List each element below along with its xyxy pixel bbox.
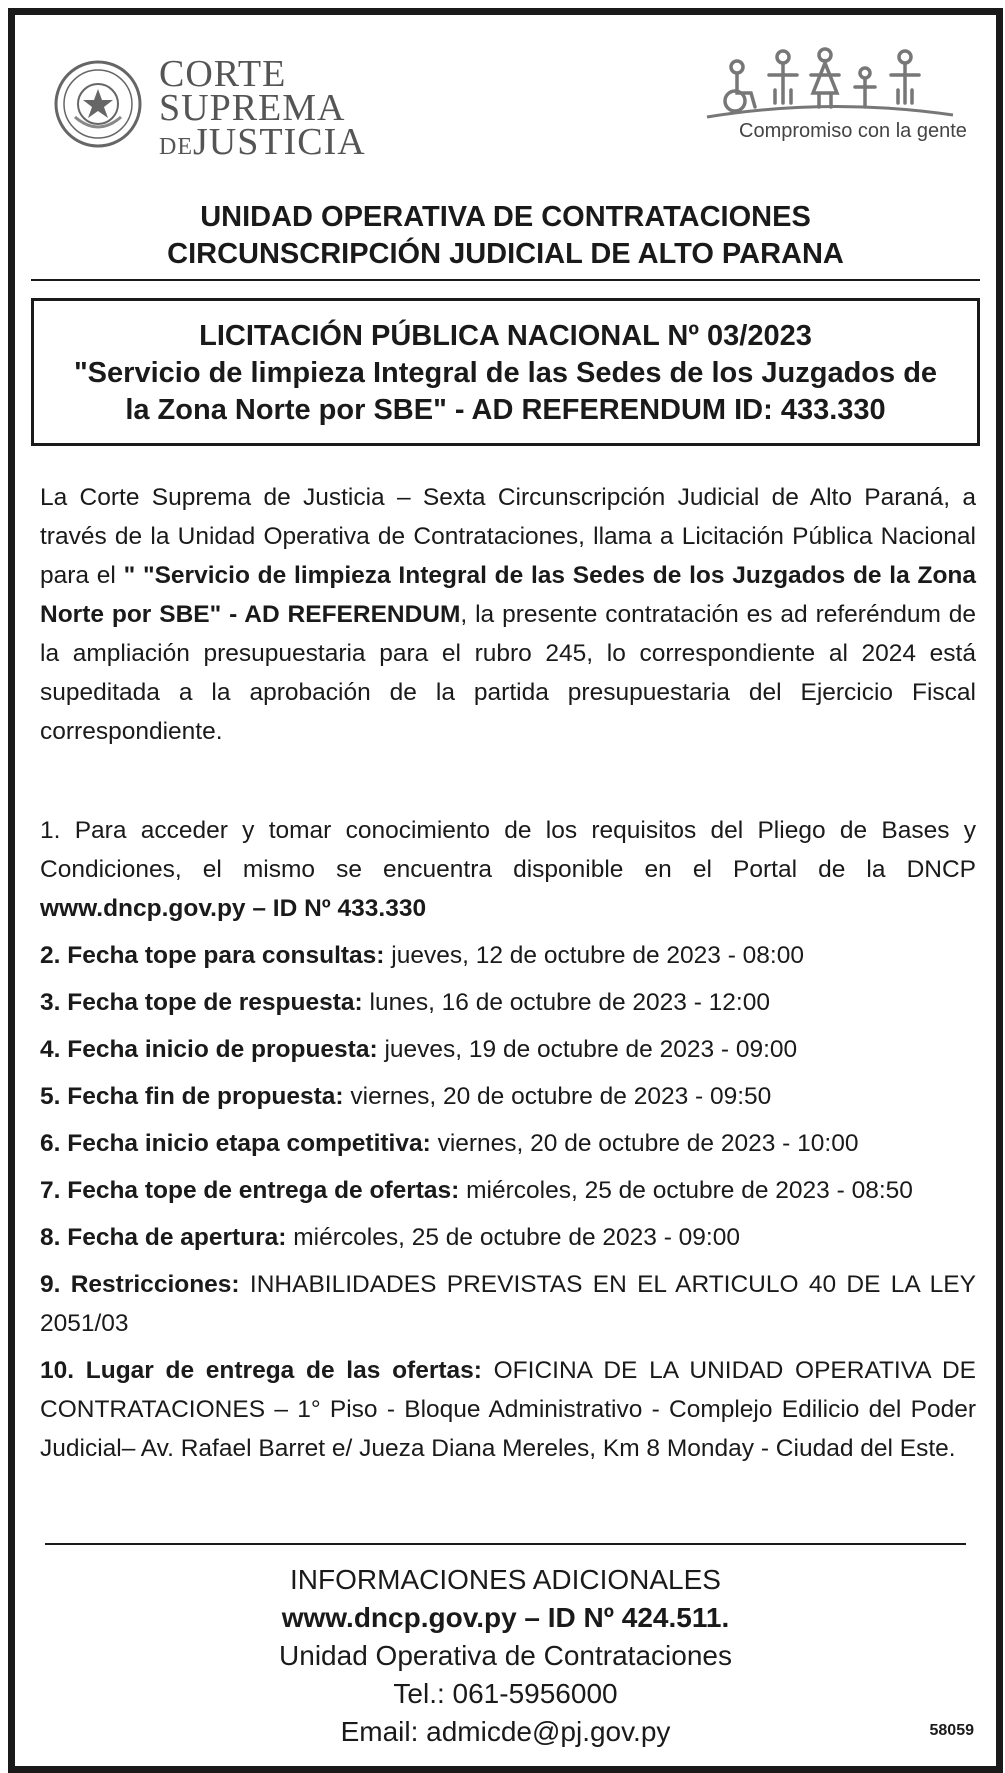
list-item (40, 811, 976, 928)
csj-line-1: CORTE (159, 53, 287, 95)
csj-wordmark (159, 53, 366, 167)
compromiso-tagline: Compromiso con la gente (739, 120, 967, 142)
intro-paragraph (40, 478, 976, 751)
item-text: INHABILIDADES PREVISTAS EN EL ARTICULO 40 DE LA LEY 2051/03 (40, 1271, 976, 1337)
item-label: 5. Fecha fin de propuesta: (40, 1083, 344, 1110)
divider (31, 279, 980, 281)
requirements-list (40, 811, 976, 1476)
additional-info (15, 1561, 996, 1751)
item-text: jueves, 19 de octubre de 2023 - 09:00 (377, 1036, 798, 1063)
intro-text-bold: " "Servicio de limpieza Integral de las Sedes de los Juzgados de la Zona Norte por SBE" - AD REFERENDUM (40, 562, 977, 628)
list-item (40, 1265, 976, 1343)
item-label: 2. Fecha tope para consultas: (40, 942, 385, 969)
intro-text-1: La Corte Suprema de Justicia – Sexta Circunscripción Judicial de Alto Paraná, a través de la Unidad Operativa de Contrataciones, llama a Licitación Pública Nacional para el (40, 484, 976, 589)
list-item (40, 1218, 976, 1257)
csj-line-2: SUPREMA (159, 87, 346, 129)
email-address[interactable]: Email: admicde@pj.gov.py (340, 1716, 671, 1747)
tender-title-line-1: LICITACIÓN PÚBLICA NACIONAL Nº 03/2023 (199, 320, 812, 352)
dncp-link[interactable]: www.dncp.gov.py – ID Nº 424.511. (281, 1602, 730, 1633)
tender-title-line-2: "Servicio de limpieza Integral de las Sedes de los Juzgados de (73, 357, 938, 389)
compromiso-logo (705, 45, 995, 155)
csj-line-3-prefix: DE (159, 134, 193, 160)
unit-title (15, 199, 996, 273)
item-link-text: www.dncp.gov.py – ID Nº 433.330 (40, 895, 427, 922)
national-seal-icon (53, 59, 143, 149)
list-item (40, 1351, 976, 1468)
ad-code: 58059 (929, 1722, 974, 1739)
item-text: 1. Para acceder y tomar conocimiento de los requisitos del Pliego de Bases y Condiciones, el mismo se encuentra disponible en el Portal de la DNCP (40, 817, 976, 883)
tender-title-line-3: la Zona Norte por SBE" - AD REFERENDUM ID: 433.330 (125, 394, 886, 426)
item-label: 3. Fecha tope de respuesta: (40, 989, 363, 1016)
divider (45, 1543, 966, 1545)
item-text: miércoles, 25 de octubre de 2023 - 09:00 (286, 1224, 740, 1251)
item-label: 9. Restricciones: (40, 1271, 240, 1298)
list-item (40, 1077, 976, 1116)
item-text: miércoles, 25 de octubre de 2023 - 08:50 (459, 1177, 913, 1204)
unit-title-line-2: CIRCUNSCRIPCIÓN JUDICIAL DE ALTO PARANA (167, 238, 844, 270)
item-label: 6. Fecha inicio etapa competitiva: (40, 1130, 431, 1157)
item-text: OFICINA DE LA UNIDAD OPERATIVA DE CONTRATACIONES – 1° Piso - Bloque Administrativo - Complejo Edilicio del Poder Judicial– Av. Rafael Barret e/ Jueza Diana Mereles, Km 8 Monday - Ciudad del Este. (40, 1357, 976, 1462)
item-text: viernes, 20 de octubre de 2023 - 10:00 (430, 1130, 859, 1157)
list-item (40, 1124, 976, 1163)
unit-name: Unidad Operativa de Contrataciones (279, 1640, 732, 1671)
item-label: 4. Fecha inicio de propuesta: (40, 1036, 378, 1063)
additional-info-title: INFORMACIONES ADICIONALES (290, 1564, 721, 1595)
phone-number: Tel.: 061-5956000 (393, 1678, 618, 1709)
list-item (40, 983, 976, 1022)
item-text: jueves, 12 de octubre de 2023 - 08:00 (384, 942, 804, 969)
item-label: 7. Fecha tope de entrega de ofertas: (40, 1177, 460, 1204)
csj-logo (41, 45, 371, 163)
notice-frame (8, 8, 1003, 1773)
item-text: lunes, 16 de octubre de 2023 - 12:00 (362, 989, 770, 1016)
csj-line-3: JUSTICIA (193, 121, 366, 163)
tender-title-box (31, 298, 980, 446)
item-label: 10. Lugar de entrega de las ofertas: (40, 1357, 482, 1384)
list-item (40, 1030, 976, 1069)
intro-text-2: , la presente contratación es ad referéndum de la ampliación presupuestaria para el rubro 245, lo correspondiente al 2024 está supeditada a la aprobación de la partida presupuestaria del Ejercicio Fiscal correspondiente. (40, 601, 977, 745)
list-item (40, 1171, 976, 1210)
people-figures-icon (705, 45, 955, 120)
unit-title-line-1: UNIDAD OPERATIVA DE CONTRATACIONES (200, 201, 811, 233)
item-label: 8. Fecha de apertura: (40, 1224, 287, 1251)
item-text: viernes, 20 de octubre de 2023 - 09:50 (343, 1083, 772, 1110)
list-item (40, 936, 976, 975)
